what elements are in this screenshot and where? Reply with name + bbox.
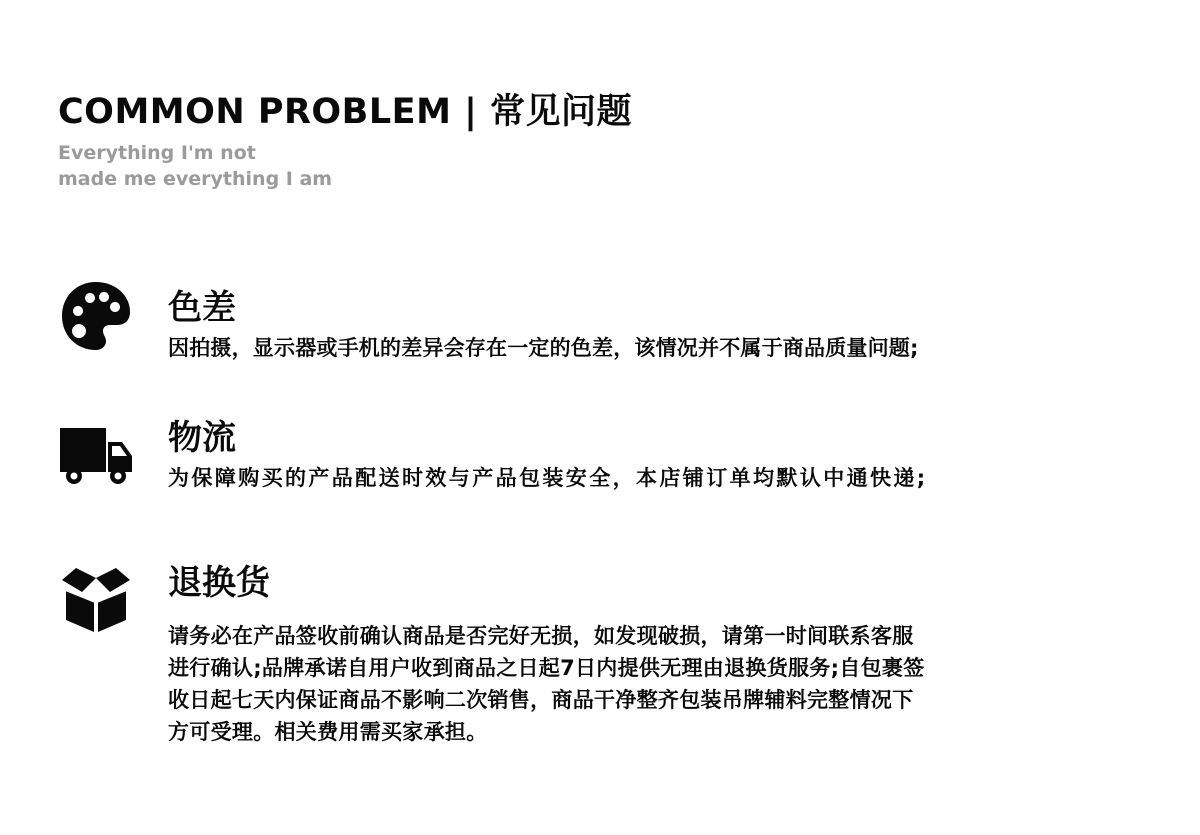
section-title: 退换货 xyxy=(168,563,270,603)
body-line: 为保障购买的产品配送时效与产品包装安全，本店铺订单均默认中通快递; xyxy=(168,466,928,490)
body-line: 收日起七天内保证商品不影响二次销售，商品干净整齐包装吊牌辅料完整情况下 xyxy=(168,688,914,712)
section-title: 物流 xyxy=(168,418,236,458)
section-body xyxy=(168,620,1068,748)
section-title: 色差 xyxy=(168,288,236,328)
palette-icon xyxy=(60,280,132,352)
delivery-truck-icon xyxy=(60,418,132,490)
open-box-icon xyxy=(60,562,132,634)
page-subtitle xyxy=(58,140,332,192)
body-line: 方可受理。相关费用需买家承担。 xyxy=(168,720,488,744)
body-line: 请务必在产品签收前确认商品是否完好无损，如发现破损，请第一时间联系客服 xyxy=(168,624,914,648)
page-title: COMMON PROBLEM | 常见问题 xyxy=(58,92,633,132)
body-line: 进行确认;品牌承诺自用户收到商品之日起7日内提供无理由退换货服务;自包裹签 xyxy=(168,656,925,680)
subtitle-line: made me everything I am xyxy=(58,168,333,190)
section-body xyxy=(168,462,1068,494)
subtitle-line: Everything I'm not xyxy=(58,142,256,164)
section-body xyxy=(168,332,1068,364)
body-line: 因拍摄，显示器或手机的差异会存在一定的色差，该情况并不属于商品质量问题; xyxy=(168,336,919,360)
